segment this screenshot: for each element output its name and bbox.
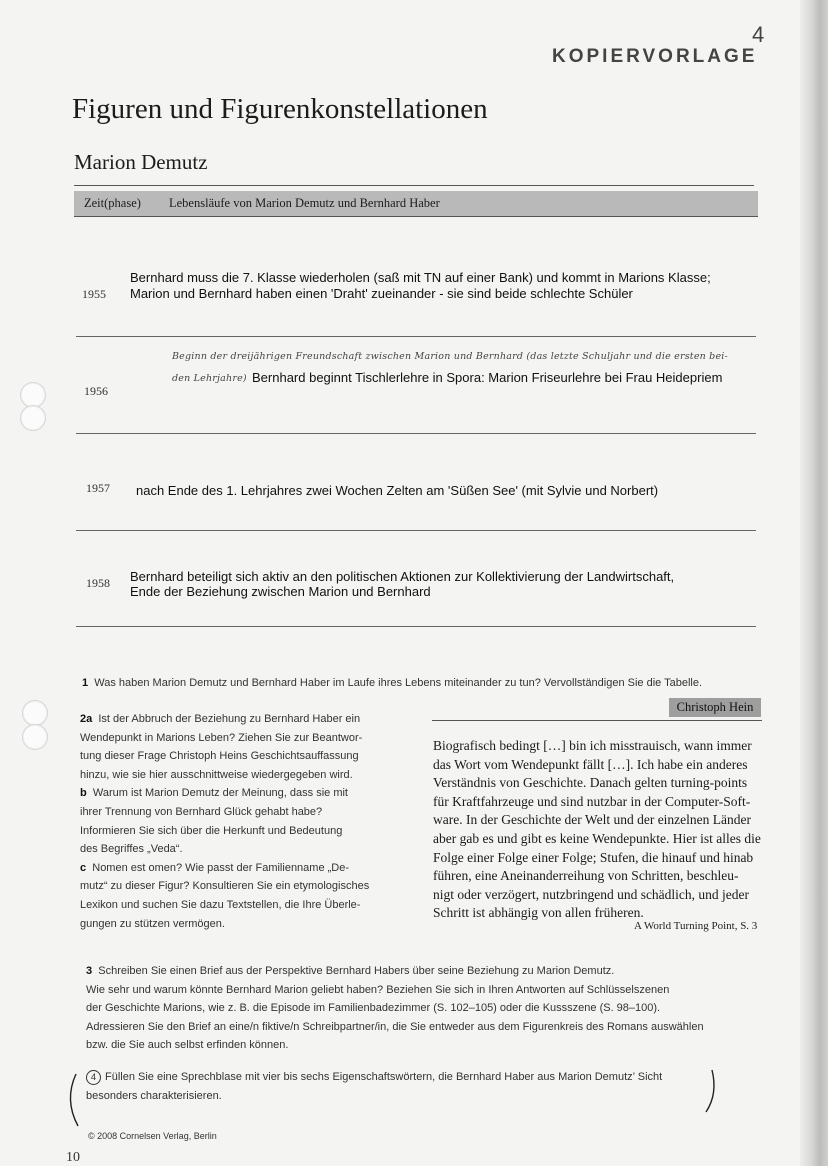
punch-hole	[22, 700, 48, 726]
row-divider	[76, 626, 756, 627]
quote-source: A World Turning Point, S. 3	[634, 920, 758, 932]
speech-bubble-bracket	[62, 1070, 82, 1130]
quote-rule	[432, 720, 762, 721]
speech-bubble-bracket	[702, 1066, 722, 1116]
task-number: 1	[82, 677, 89, 689]
table-header	[74, 191, 758, 217]
task-number: 3	[86, 965, 93, 977]
task-line	[80, 915, 420, 934]
row-year: 1957	[86, 481, 110, 495]
task-line	[80, 859, 420, 878]
row-entry-line: Bernhard beteiligt sich aktiv an den politischen Aktionen zur Kollektivierung der Landwirtschaft,	[130, 569, 675, 584]
task-text: ihrer Trennung von Bernhard Glück gehabt habe?	[80, 805, 323, 818]
task-number: 4	[86, 1070, 101, 1085]
task-line	[80, 877, 420, 896]
row-entry-line: Ende der Beziehung zwischen Marion und Bernhard	[130, 584, 431, 599]
row-divider	[76, 336, 756, 337]
punch-hole	[20, 405, 46, 431]
task-text: der Geschichte Marions, wie z. B. die Episode im Familienbadezimmer (S. 102–105) oder die Kussszene (S. 98–100).	[86, 1002, 661, 1015]
quote-text	[433, 737, 768, 923]
task-number: c	[80, 861, 87, 874]
row-entry-line: Bernhard beginnt Tischlerlehre in Spora: Marion Friseurlehre bei Frau Heidepriem	[252, 370, 723, 385]
task-text: gungen zu stützen vermögen.	[80, 917, 225, 930]
task-line	[80, 840, 420, 859]
quote-line: führen, eine Aneinanderreihung von Schritten, beschleu-	[433, 868, 739, 884]
quote-line: Schritt ist abhängig von allen früheren.	[433, 905, 644, 921]
task-text: Warum ist Marion Demutz der Meinung, dass sie mit	[92, 787, 348, 800]
copyright: © 2008 Cornelsen Verlag, Berlin	[88, 1131, 217, 1141]
task-text: Nomen est omen? Wie passt der Familienname „De-	[92, 861, 350, 874]
quote-line: aber gab es und gibt es keine Wendepunkte. Hier ist alles die	[433, 830, 761, 846]
quote-line: nigt oder verzögert, nutzbringend und schädlich, und jeder	[433, 886, 750, 902]
task-text: Wie sehr und warum könnte Bernhard Marion geliebt haben? Beziehen Sie sich in Ihren Antworten auf Schlüsselszenen	[86, 983, 670, 996]
row-year: 1956	[84, 384, 108, 398]
task-text: hinzu, wie sie hier ausschnittweise wiedergegeben wird.	[80, 768, 353, 781]
task-line	[80, 729, 420, 748]
row-entry-line: Bernhard muss die 7. Klasse wiederholen (saß mit TN auf einer Bank) und kommt in Marions Klasse;	[130, 270, 711, 285]
task-line	[80, 747, 420, 766]
task-4	[86, 1068, 726, 1105]
row-entry-line: Marion und Bernhard haben einen 'Draht' zueinander - sie sind beide schlechte Schüler	[130, 286, 633, 301]
scan-edge-shadow	[800, 0, 828, 1166]
row-divider	[76, 433, 756, 434]
row-year: 1958	[86, 576, 110, 590]
row-handwritten-note: den Lehrjahre)	[172, 373, 247, 384]
quote-line: das Wort vom Wendepunkt fällt […]. Ich habe ein anderes	[433, 756, 748, 772]
table-header-text: Lebensläufe von Marion Demutz und Bernhard Haber	[169, 196, 440, 210]
task-2	[80, 710, 420, 933]
task-line	[80, 896, 420, 915]
task-text: des Begriffes „Veda“.	[80, 843, 183, 856]
task-text: besonders charakterisieren.	[86, 1089, 222, 1102]
quote-line: Biografisch bedingt […] bin ich misstrauisch, wann immer	[433, 738, 752, 753]
task-3	[86, 962, 776, 1055]
task-line	[80, 822, 420, 841]
task-text: tung dieser Frage Christoph Heins Geschichtsauffassung	[80, 750, 359, 763]
task-number: b	[80, 787, 87, 800]
task-line	[80, 784, 420, 803]
task-text: mutz“ zu dieser Figur? Konsultieren Sie ein etymologisches	[80, 880, 370, 893]
task-text: Lexikon und suchen Sie dazu Textstellen, die Ihre Überle-	[80, 898, 361, 911]
task-text: Informieren Sie sich über die Herkunft und Bedeutung	[80, 824, 343, 837]
quote-line: ware. In der Geschichte der Welt und der einzelnen Länder	[433, 812, 752, 828]
task-line	[80, 766, 420, 785]
page-number: 10	[66, 1150, 80, 1165]
page-subtitle: Marion Demutz	[74, 150, 208, 174]
task-text: bzw. die Sie auch selbst erfinden können.	[86, 1039, 289, 1052]
task-text: Was haben Marion Demutz und Bernhard Haber im Laufe ihres Lebens miteinander zu tun? Vervollständigen Sie die Tabelle.	[94, 677, 703, 689]
punch-hole	[22, 724, 48, 750]
task-text: Schreiben Sie einen Brief aus der Perspektive Bernhard Habers über seine Beziehung zu Marion Demutz.	[98, 965, 615, 977]
row-entry-line: nach Ende des 1. Lehrjahres zwei Wochen Zelten am 'Süßen See' (mit Sylvie und Norbert)	[136, 483, 659, 498]
task-1	[82, 674, 702, 693]
row-year: 1955	[82, 287, 106, 301]
task-text: Füllen Sie eine Sprechblase mit vier bis sechs Eigenschaftswörtern, die Bernhard Haber aus Marion Demutz’ Sicht	[105, 1071, 663, 1083]
quote-line: Verständnis von Geschichte. Danach gelten turning-points	[433, 775, 748, 791]
row-divider	[76, 530, 756, 531]
task-number: 2a	[80, 713, 93, 725]
task-line	[80, 710, 420, 729]
task-line	[80, 803, 420, 822]
quote-author: Christoph Hein	[669, 698, 761, 717]
task-text: Adressieren Sie den Brief an eine/n fiktive/n Schreibpartner/in, die Sie entweder aus dem Figurenkreis des Romans auswählen	[86, 1020, 704, 1033]
kopiervorlage-label: KOPIERVORLAGE	[552, 46, 758, 67]
page-title: Figuren und Figurenkonstellationen	[72, 93, 488, 125]
chapter-number: 4	[752, 22, 765, 47]
task-text: Wendepunkt in Marions Leben? Ziehen Sie zur Beantwor-	[80, 731, 363, 744]
table-header-year: Zeit(phase)	[84, 196, 141, 210]
quote-line: Folge einer Folge einer Folge; Stufen, die hinauf und hinab	[433, 849, 754, 865]
header-rule	[74, 185, 754, 186]
task-text: Ist der Abbruch der Beziehung zu Bernhard Haber ein	[98, 713, 361, 725]
quote-line: für Kraftfahrzeuge und sind nutzbar in der Computer-Soft-	[433, 793, 751, 809]
row-handwritten-note: Beginn der dreijährigen Freundschaft zwischen Marion und Bernhard (das letzte Schuljahr und die ersten bei-	[172, 351, 728, 362]
